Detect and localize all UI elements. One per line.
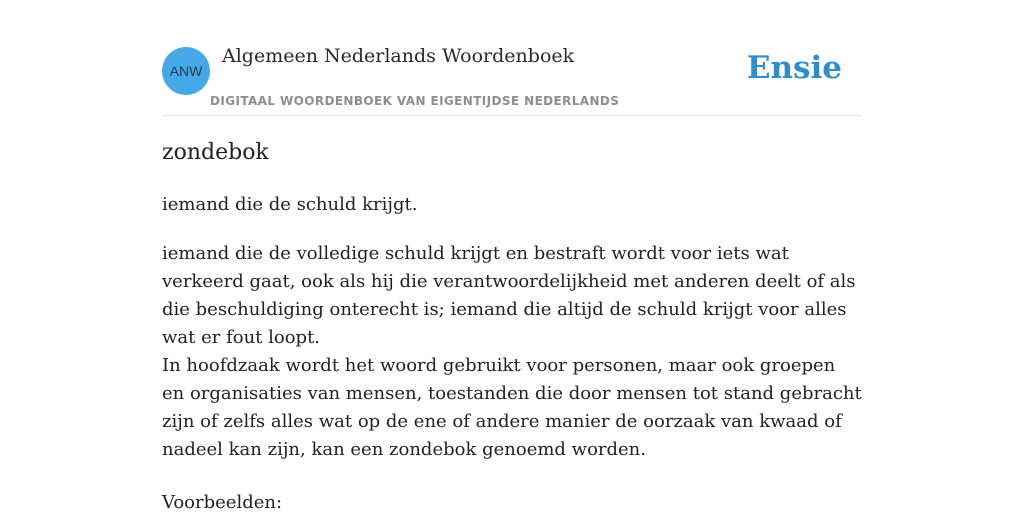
dictionary-title[interactable]: Algemeen Nederlands Woordenboek <box>222 45 575 67</box>
short-definition: iemand die de schuld krijgt. <box>162 194 418 215</box>
logo-text: ANW <box>169 63 203 79</box>
content-column <box>162 0 862 512</box>
ensie-brand-logo[interactable]: Ensie <box>746 50 842 86</box>
headword: zondebok <box>162 140 269 165</box>
long-definition <box>162 240 862 464</box>
long-definition-paragraph: iemand die de volledige schuld krijgt en bestraft wordt voor iets wat verkeerd gaat, ook als hij die verantwoordelijkheid met anderen deelt of als die beschuldiging onterecht is; iemand die altijd de schuld krijgt voor alles wat er fout loopt. <box>162 243 856 348</box>
anw-logo[interactable] <box>162 47 210 95</box>
dictionary-subtitle: DIGITAAL WOORDENBOEK VAN EIGENTIJDSE NEDERLANDS <box>210 94 620 108</box>
long-definition-paragraph: In hoofdzaak wordt het woord gebruikt voor personen, maar ook groepen en organisaties van mensen, toestanden die door mensen tot stand gebracht zijn of zelfs alles wat op de ene of andere manier de oorzaak van kwaad of nadeel kan zijn, kan een zondebok genoemd worden. <box>162 355 862 460</box>
site-header <box>162 0 862 116</box>
examples-heading: Voorbeelden: <box>162 492 283 512</box>
